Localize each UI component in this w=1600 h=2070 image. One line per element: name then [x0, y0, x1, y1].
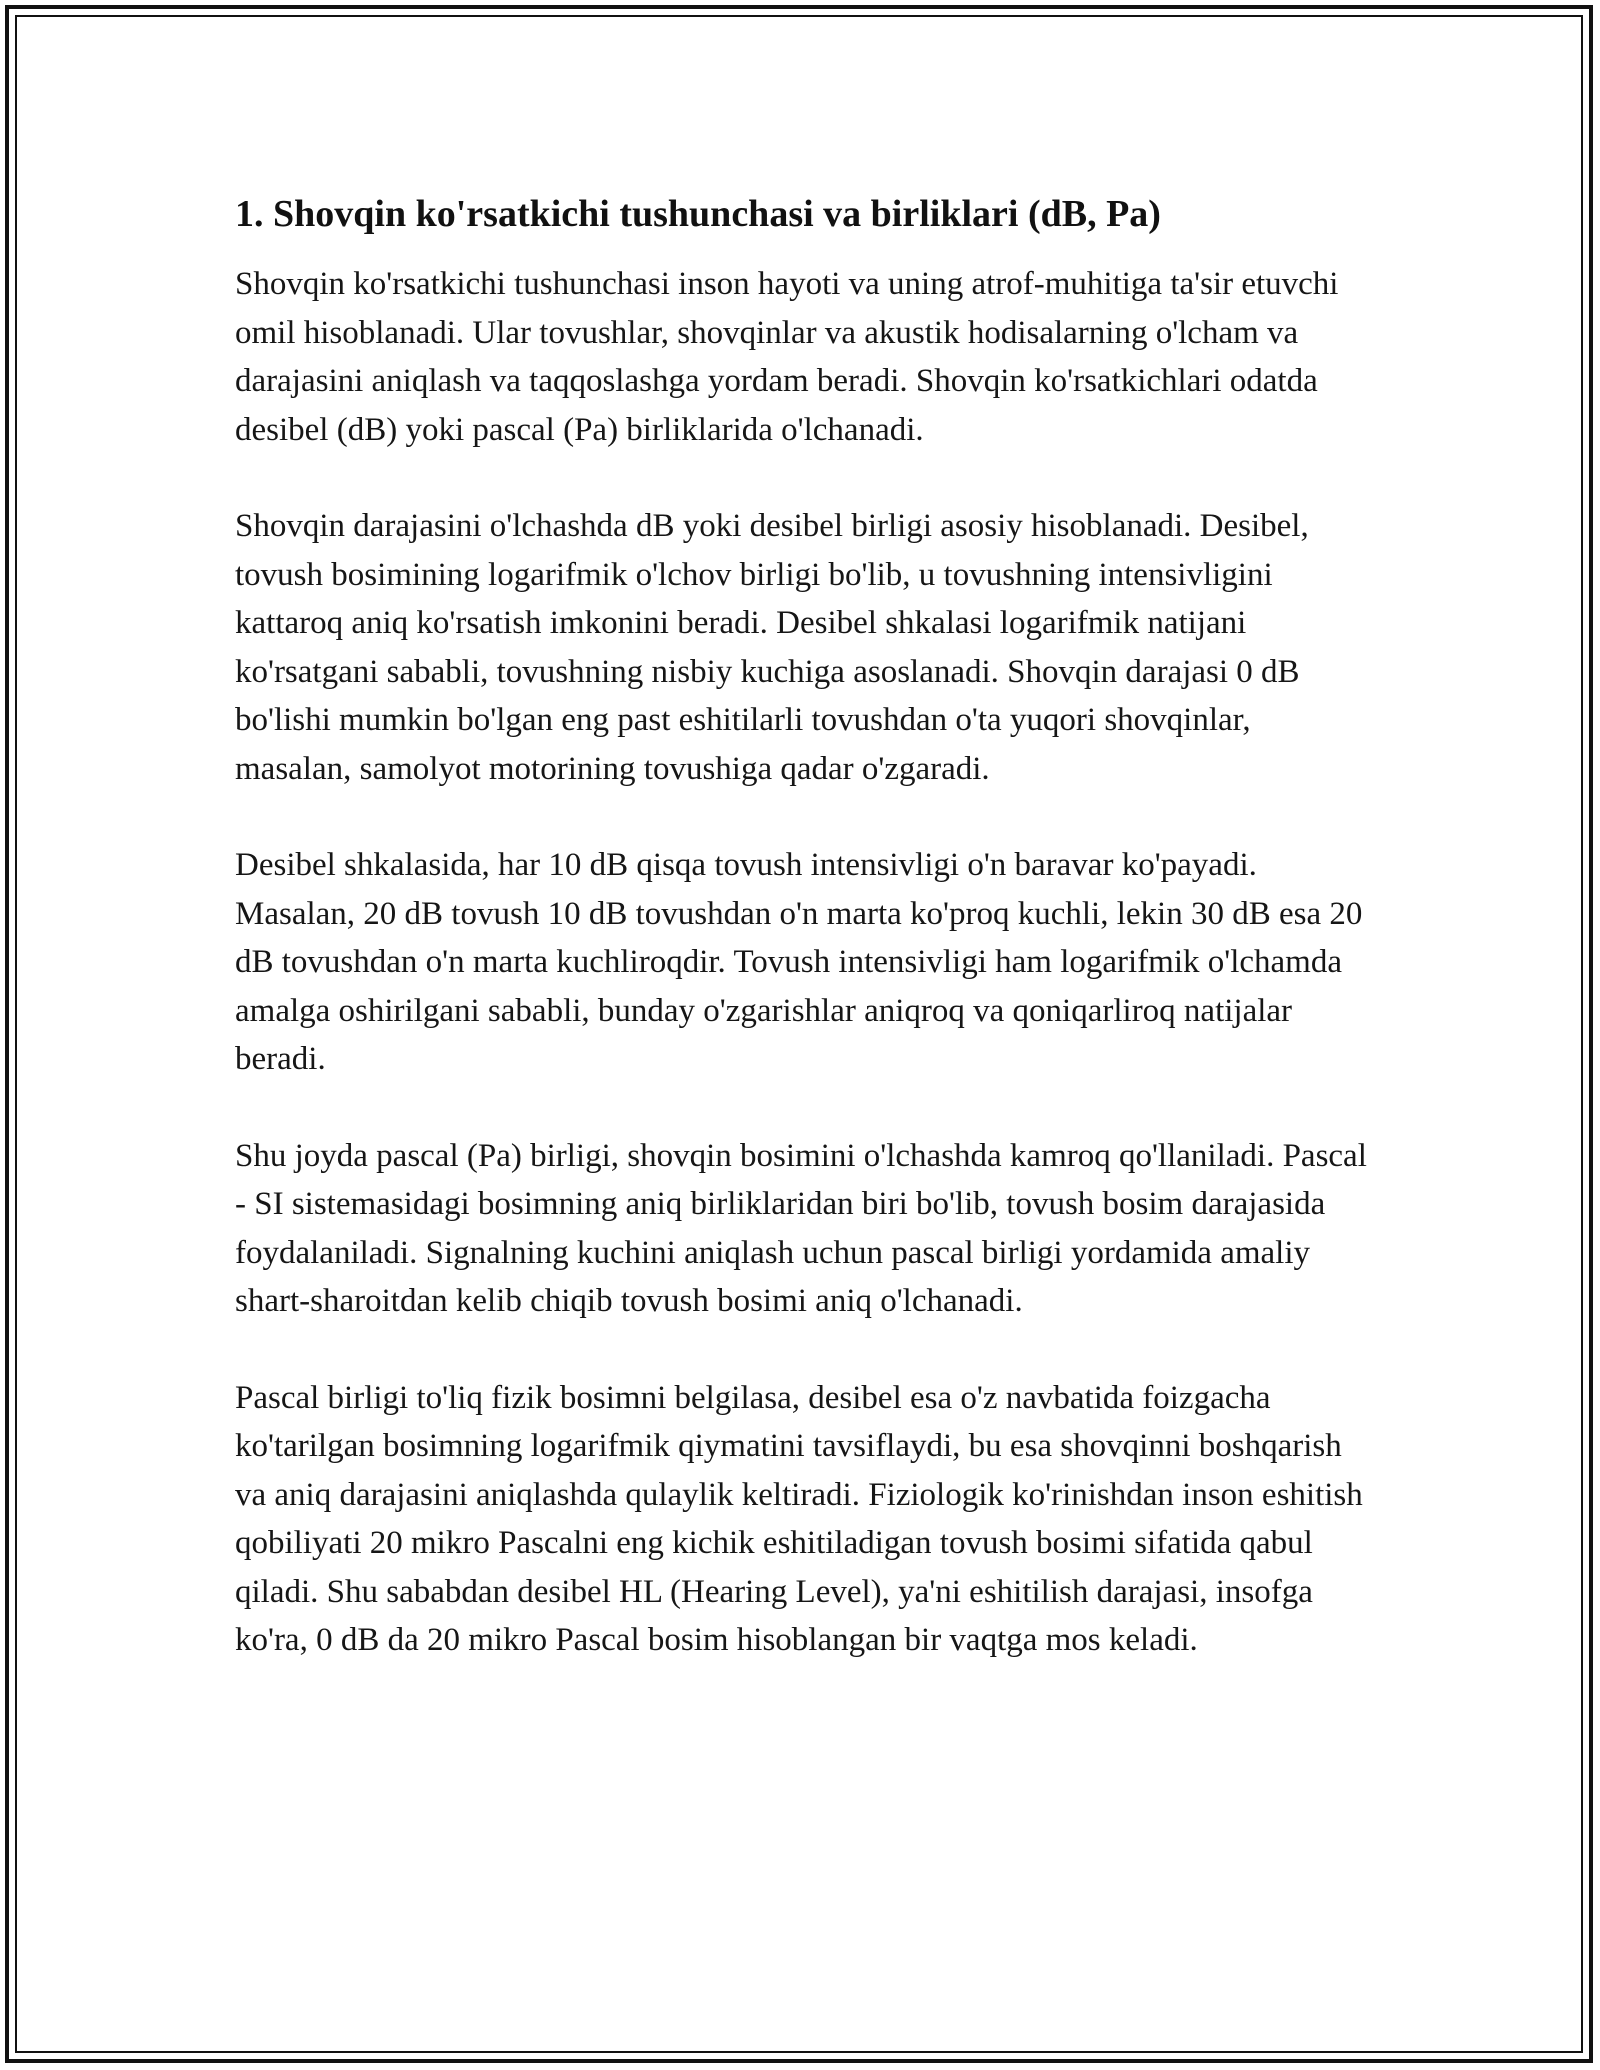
paragraph-1: Shovqin ko'rsatkichi tushunchasi inson hayoti va uning atrof-muhitiga ta'sir etuvchi omil hisoblanadi. Ular tovushlar, shovqinlar va akustik hodisalarning o'lcham va darajasini aniqlash va taqqoslashga yordam beradi. Shovqin ko'rsatkichlari odatda desibel (dB) yoki pascal (Pa) birliklarida o'lchanadi. — [235, 266, 1339, 448]
paragraph-3: Desibel shkalasida, har 10 dB qisqa tovush intensivligi o'n baravar ko'payadi. Masalan, 20 dB tovush 10 dB tovushdan o'n marta ko'proq kuchli, lekin 30 dB esa 20 dB tovushdan o'n marta kuchliroqdir. Tovush intensivligi ham logarifmik o'lchamda amalga oshirilgani sababli, bunday o'zgarishlar aniqroq va qoniqarliroq natijalar beradi. — [235, 847, 1363, 1077]
paragraph-5: Pascal birligi to'liq fizik bosimni belgilasa, desibel esa o'z navbatida foizgacha ko'tarilgan bosimning logarifmik qiymatini tavsiflaydi, bu esa shovqinni boshqarish va aniq darajasini aniqlashda qulaylik keltiradi. Fiziologik ko'rinishdan inson eshitish qobiliyati 20 mikro Pascalni eng kichik eshitiladigan tovush bosimi sifatida qabul qiladi. Shu sababdan desibel HL (Hearing Level), ya'ni eshitilish darajasi, insofga ko'ra, 0 dB da 20 mikro Pascal bosim hisoblangan bir vaqtga mos keladi. — [235, 1379, 1363, 1658]
section-heading: 1. Shovqin ko'rsatkichi tushunchasi va birliklari (dB, Pa) — [235, 193, 1161, 235]
document-body — [235, 186, 1375, 1713]
paragraph-4: Shu joyda pascal (Pa) birligi, shovqin bosimini o'lchashda kamroq qo'llaniladi. Pascal - SI sistemasidagi bosimning aniq birliklaridan biri bo'lib, tovush bosim darajasida foydalaniladi. Signalning kuchini aniqlash uchun pascal birligi yordamida amaliy shart-sharoitdan kelib chiqib tovush bosimi aniq o'lchanadi. — [235, 1137, 1367, 1319]
paragraph-2: Shovqin darajasini o'lchashda dB yoki desibel birligi asosiy hisoblanadi. Desibel, tovush bosimining logarifmik o'lchov birligi bo'lib, u tovushning intensivligini kattaroq aniq ko'rsatish imkonini beradi. Desibel shkalasi logarifmik natijani ko'rsatgani sababli, tovushning nisbiy kuchiga asoslanadi. Shovqin darajasi 0 dB bo'lishi mumkin bo'lgan eng past eshitilarli tovushdan o'ta yuqori shovqinlar, masalan, samolyot motorining tovushiga qadar o'zgaradi. — [235, 508, 1309, 787]
